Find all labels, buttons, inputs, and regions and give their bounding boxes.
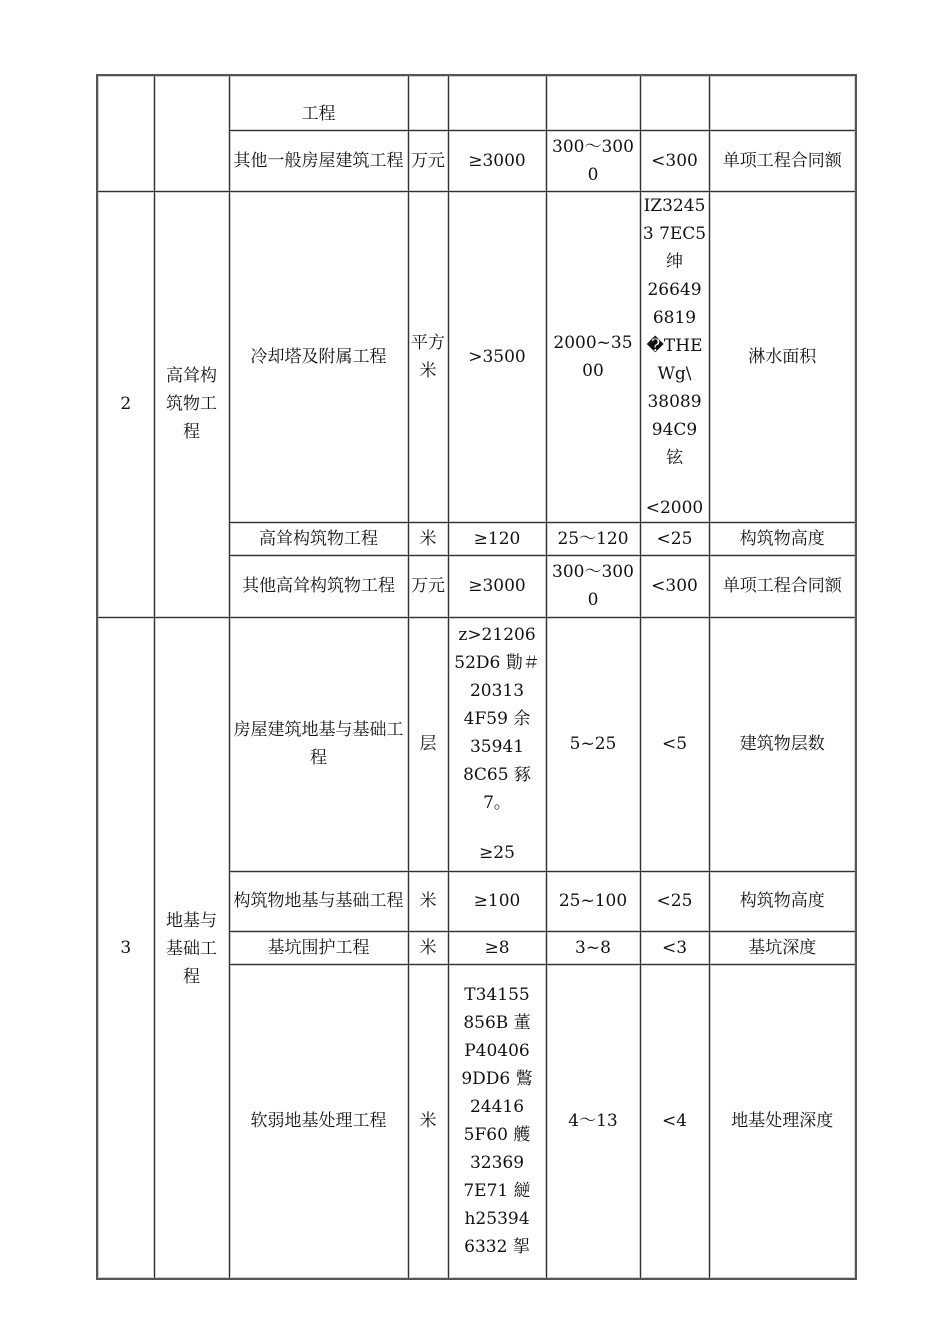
note-cell: 基坑深度 — [709, 931, 856, 964]
small-cell: <300 — [640, 555, 709, 617]
small-cell: <25 — [640, 871, 709, 931]
qualification-table — [96, 74, 857, 1280]
item-cell: 软弱地基处理工程 — [229, 964, 408, 1279]
unit-cell: 平方米 — [408, 191, 448, 522]
medium-cell — [546, 75, 640, 130]
medium-cell: 300～3000 — [546, 555, 640, 617]
note-cell: 构筑物高度 — [709, 522, 856, 555]
garbled-line: 9DD6 鷩 — [461, 1069, 533, 1090]
large-threshold: ≥25 — [479, 843, 515, 863]
unit-cell: 米 — [408, 522, 448, 555]
note-cell: 建筑物层数 — [709, 617, 856, 871]
category-cell: 高耸构筑物工程 — [154, 191, 229, 617]
garbled-line: 20313 — [469, 681, 525, 701]
unit-cell: 米 — [408, 871, 448, 931]
note-cell: 地基处理深度 — [709, 964, 856, 1279]
garbled-line: 94C9 — [651, 419, 698, 440]
garbled-line: T34155 — [464, 985, 530, 1006]
medium-cell: 2000~3500 — [546, 191, 640, 522]
item-cell: 其他高耸构筑物工程 — [229, 555, 408, 617]
medium-cell: 300～3000 — [546, 130, 640, 191]
item-cell: 基坑围护工程 — [229, 931, 408, 964]
item-cell: 工程 — [229, 75, 408, 130]
large-cell: ≥3000 — [448, 130, 546, 191]
note-cell: 淋水面积 — [709, 191, 856, 522]
table-row — [97, 191, 856, 522]
medium-cell: 4～13 — [546, 964, 640, 1279]
garbled-line: 35941 — [469, 737, 525, 757]
garbled-line: z>21206 — [458, 625, 536, 645]
garbled-line: 6332 挐 — [464, 1237, 530, 1258]
unit-cell: 万元 — [408, 130, 448, 191]
category-cell: 地基与基础工程 — [154, 617, 229, 1279]
document-page — [96, 74, 855, 1257]
small-cell — [640, 75, 709, 130]
small-cell: <4 — [640, 964, 709, 1279]
item-cell: 其他一般房屋建筑工程 — [229, 130, 408, 191]
garbled-line: �THE Wg\ — [646, 335, 703, 384]
item-cell: 房屋建筑地基与基础工程 — [229, 617, 408, 871]
large-cell: ≥3000 — [448, 555, 546, 617]
garbled-line: 7E71 縌 — [463, 1181, 531, 1202]
table-row — [97, 617, 856, 871]
category-cell — [154, 75, 229, 191]
small-cell: <300 — [640, 130, 709, 191]
garbled-line: IZ3245 — [643, 195, 706, 216]
large-cell — [448, 964, 546, 1279]
garbled-line: 38089 — [647, 391, 702, 412]
large-cell: >3500 — [448, 191, 546, 522]
garbled-line: P40406 — [464, 1041, 530, 1062]
medium-cell: 25~100 — [546, 871, 640, 931]
note-cell: 单项工程合同额 — [709, 130, 856, 191]
row-number-cell: 3 — [97, 617, 154, 1279]
row-number-cell — [97, 75, 154, 191]
garbled-line: 8C65 豩 — [463, 765, 531, 785]
garbled-line: 856B 董 — [463, 1013, 531, 1034]
garbled-line: 26649 — [647, 279, 702, 300]
large-cell: ≥8 — [448, 931, 546, 964]
large-cell — [448, 617, 546, 871]
note-cell — [709, 75, 856, 130]
medium-cell: 3~8 — [546, 931, 640, 964]
garbled-line: h25394 — [464, 1209, 530, 1230]
small-cell: <5 — [640, 617, 709, 871]
small-cell: <3 — [640, 931, 709, 964]
unit-cell: 层 — [408, 617, 448, 871]
small-cell: <25 — [640, 522, 709, 555]
garbled-line: 6819 — [652, 307, 697, 328]
unit-cell: 万元 — [408, 555, 448, 617]
item-cell: 构筑物地基与基础工程 — [229, 871, 408, 931]
garbled-line: 5F60 艧 — [463, 1125, 531, 1146]
table-row — [97, 75, 856, 130]
garbled-line: 24416 — [469, 1097, 525, 1118]
garbled-line: 4F59 余 — [463, 709, 531, 729]
unit-cell: 米 — [408, 931, 448, 964]
small-threshold: <2000 — [645, 497, 704, 518]
garbled-line: 52D6 勩＃ — [454, 653, 540, 673]
note-cell: 构筑物高度 — [709, 871, 856, 931]
small-cell — [640, 191, 709, 522]
garbled-line: 32369 — [469, 1153, 525, 1174]
garbled-line: 3 7EC5 — [642, 223, 707, 244]
medium-cell: 25～120 — [546, 522, 640, 555]
item-cell: 高耸构筑物工程 — [229, 522, 408, 555]
large-cell: ≥120 — [448, 522, 546, 555]
row-number-cell: 2 — [97, 191, 154, 617]
unit-cell: 米 — [408, 964, 448, 1279]
large-cell: ≥100 — [448, 871, 546, 931]
item-cell: 冷却塔及附属工程 — [229, 191, 408, 522]
medium-cell: 5~25 — [546, 617, 640, 871]
unit-cell — [408, 75, 448, 130]
garbled-line: 7。 — [483, 793, 511, 813]
note-cell: 单项工程合同额 — [709, 555, 856, 617]
garbled-line: 绅 — [666, 251, 683, 272]
garbled-line: 铉 — [666, 447, 683, 468]
large-cell — [448, 75, 546, 130]
